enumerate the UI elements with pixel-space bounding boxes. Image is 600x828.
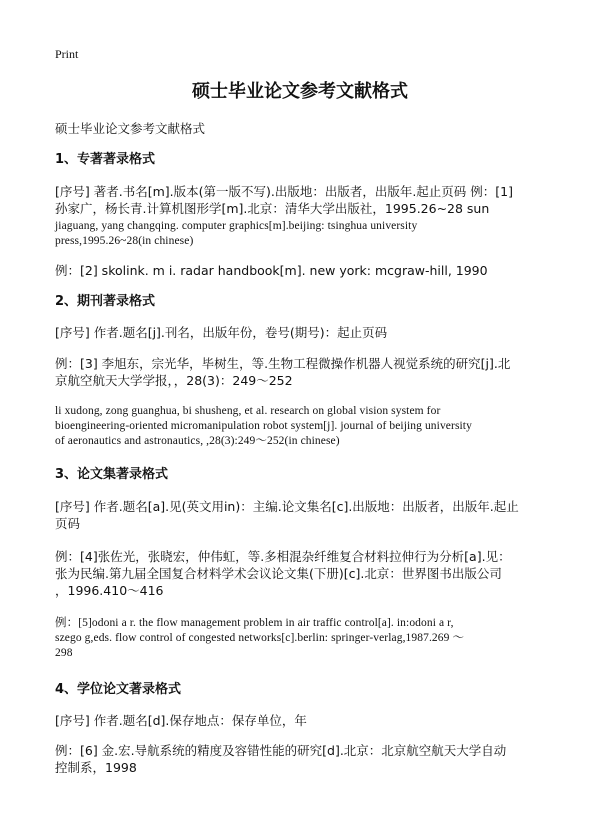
text-line: [序号] 著者.书名[m].版本(第一版不写).出版地：出版者，出版年.起止页码 例：[1]	[55, 184, 513, 199]
section-2-english	[55, 404, 545, 449]
text-line: li xudong, zong guanghua, bi shusheng, et al. research on global vision system for	[55, 405, 441, 417]
text-line: of aeronautics and astronautics, ,28(3):249～252(in chinese)	[55, 435, 340, 447]
text-line: 例：[6] 金.宏.导航系统的精度及容错性能的研究[d].北京：北京航空航天大学自动	[55, 743, 507, 758]
section-3-format	[55, 498, 545, 532]
section-2-format	[55, 324, 545, 341]
text-line: [序号] 作者.题名[a].见(英文用in)：主编.论文集名[c].出版地：出版者，出版年.起止	[55, 499, 519, 514]
section-heading-2: 2、期刊著录格式	[55, 294, 156, 309]
text-line: 张为民编.第九届全国复合材料学术会议论文集(下册)[c].北京：世界图书出版公司	[55, 566, 502, 581]
text-line: 例：[4]张佐光，张晓宏，仲伟虹，等.多相混杂纤维复合材料拉伸行为分析[a].见：	[55, 549, 511, 564]
section-heading-3: 3、论文集著录格式	[55, 467, 169, 482]
section-heading-4: 4、学位论文著录格式	[55, 682, 182, 697]
text-line: 页码	[55, 516, 81, 531]
text-line: 孙家广，杨长青.计算机图形学[m].北京：清华大学出版社，1995.26~28 sun	[55, 201, 490, 216]
section-4-format	[55, 712, 545, 729]
section-1-example	[55, 262, 545, 279]
page-title: 硕士毕业论文参考文献格式	[192, 81, 408, 102]
section-4-example	[55, 742, 545, 776]
text-line: 例：[3] 李旭东，宗光华，毕树生，等.生物工程微操作机器人视觉系统的研究[j].北	[55, 356, 511, 371]
text-line: ，1996.410～416	[55, 583, 164, 598]
text-line: 京航空航天大学学报，，28(3)：249～252	[55, 373, 293, 388]
text-line: press,1995.26~28(in chinese)	[55, 235, 194, 247]
text-line: jiaguang, yang changqing. computer graphics[m].beijing: tsinghua university	[55, 220, 418, 232]
text-line: 例：[5]odoni a r. the flow management problem in air traffic control[a]. in:odoni a r,	[55, 617, 454, 629]
section-1-format	[55, 183, 545, 217]
text-line: szego g,eds. flow control of congested networks[c].berlin: springer-verlag,1987.269 ～	[55, 632, 465, 644]
print-label[interactable]: Print	[55, 47, 79, 61]
section-heading-1: 1、专著著录格式	[55, 152, 156, 167]
section-3-example	[55, 548, 545, 599]
text-line: 例：[2] skolink. m i. radar handbook[m]. new york: mcgraw-hill, 1990	[55, 263, 488, 278]
section-2-example	[55, 355, 545, 389]
text-line: 控制系，1998	[55, 760, 137, 775]
text-line: [序号] 作者.题名[d].保存地点：保存单位，年	[55, 713, 307, 728]
section-3-english	[55, 616, 545, 661]
text-line: [序号] 作者.题名[j].刊名，出版年份，卷号(期号)：起止页码	[55, 325, 388, 340]
section-1-format-english	[55, 219, 545, 249]
text-line: bioengineering-oriented micromanipulation robot system[j]. journal of beijing university	[55, 420, 472, 432]
document-subtitle: 硕士毕业论文参考文献格式	[55, 121, 206, 136]
text-line: 298	[55, 647, 73, 659]
